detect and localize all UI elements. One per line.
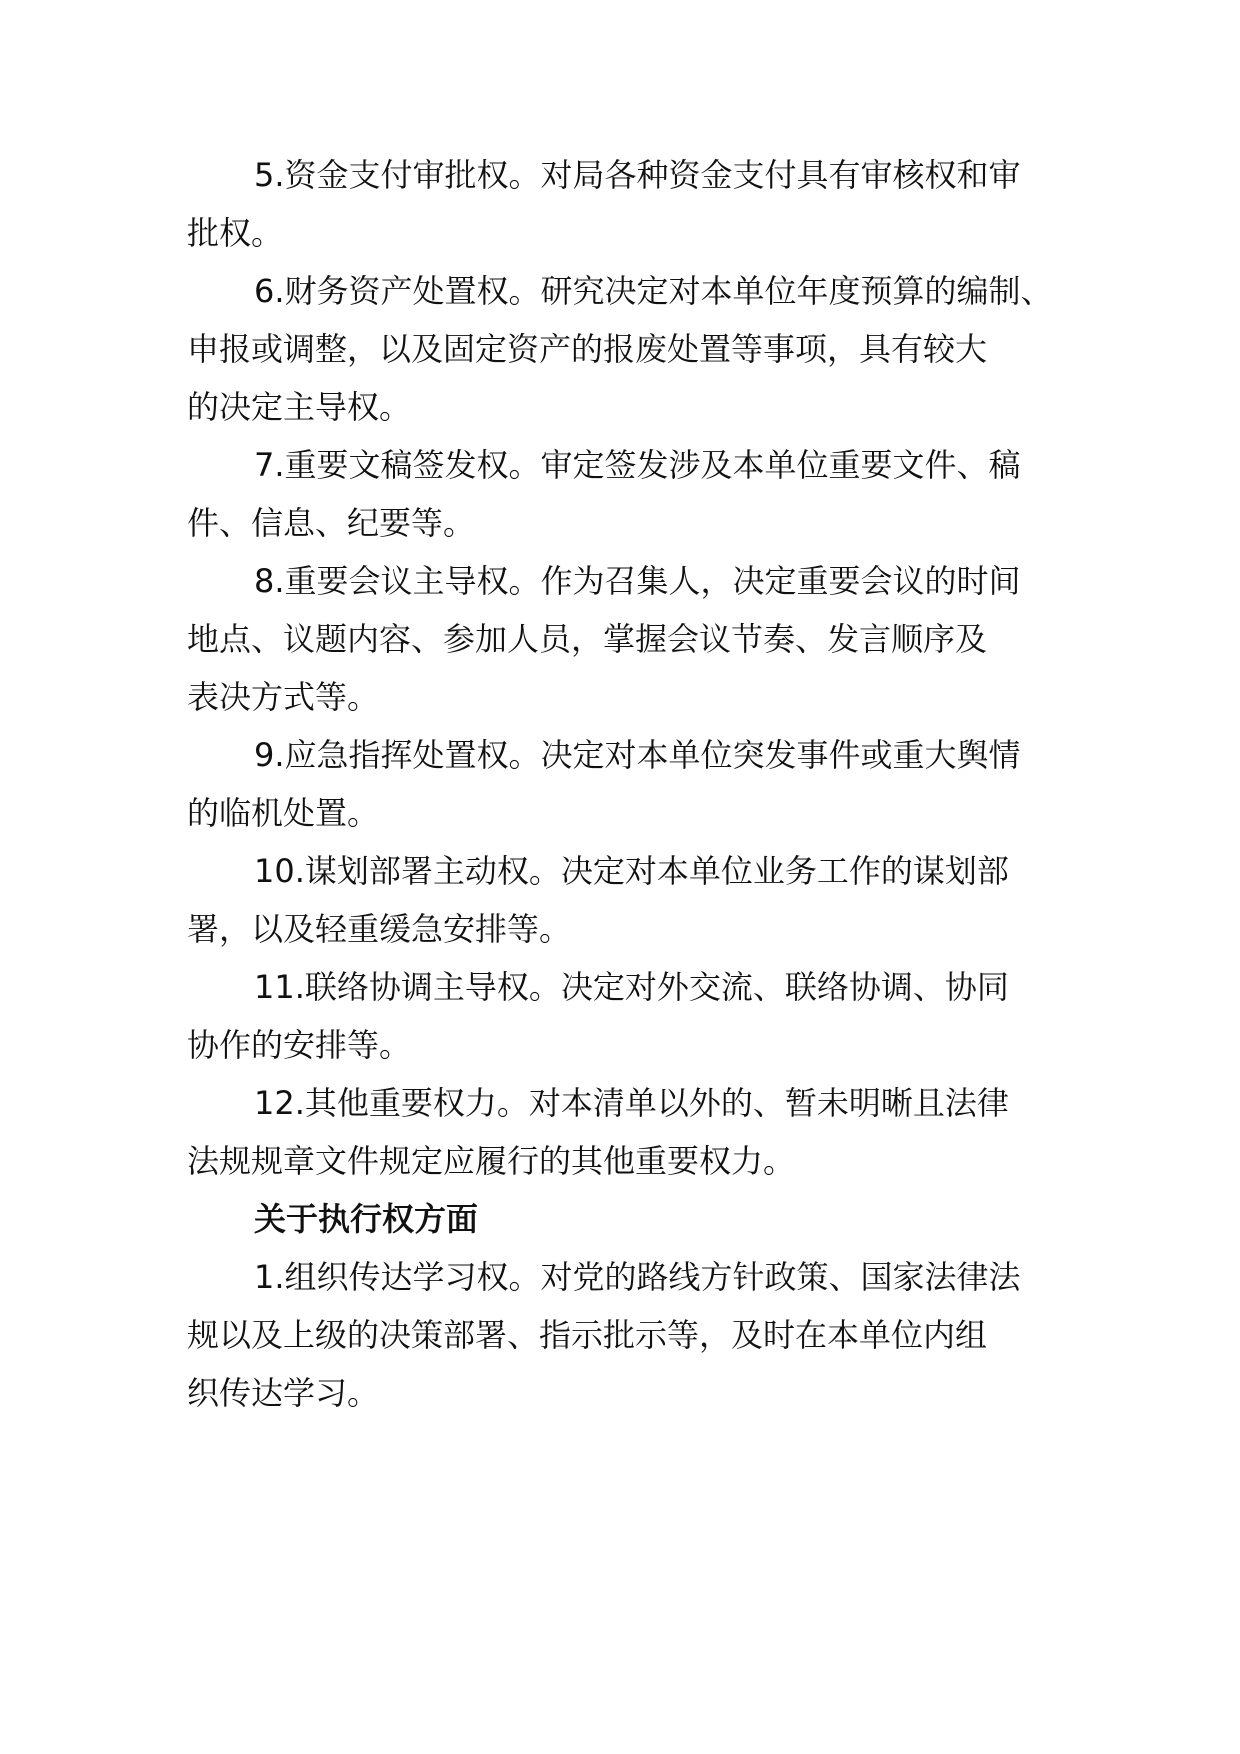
paragraph-line: 法规规章文件规定应履行的其他重要权力。 — [187, 1142, 796, 1180]
paragraph-line: 的决定主导权。 — [187, 388, 412, 426]
paragraph-line: 地点、议题内容、参加人员，掌握会议节奏、发言顺序及 — [187, 620, 988, 658]
paragraph-line: 件、信息、纪要等。 — [187, 504, 476, 542]
paragraph-line: 5.资金支付审批权。对局各种资金支付具有审核权和审 — [254, 156, 1021, 194]
paragraph-line: 署，以及轻重缓急安排等。 — [187, 910, 572, 948]
paragraph-line: 6.财务资产处置权。研究决定对本单位年度预算的编制、 — [254, 272, 1053, 310]
paragraph-line: 申报或调整，以及固定资产的报废处置等事项，具有较大 — [187, 330, 988, 368]
paragraph-line: 1.组织传达学习权。对党的路线方针政策、国家法律法 — [254, 1258, 1021, 1296]
paragraph-line: 11.联络协调主导权。决定对外交流、联络协调、协同 — [254, 968, 1009, 1006]
paragraph-line: 8.重要会议主导权。作为召集人，决定重要会议的时间 — [254, 562, 1021, 600]
paragraph-line: 10.谋划部署主动权。决定对本单位业务工作的谋划部 — [254, 852, 1009, 890]
paragraph-line: 12.其他重要权力。对本清单以外的、暂未明晰且法律 — [254, 1084, 1009, 1122]
paragraph-line: 7.重要文稿签发权。审定签发涉及本单位重要文件、稿 — [254, 446, 1021, 484]
paragraph-line: 的临机处置。 — [187, 794, 380, 832]
section-heading: 关于执行权方面 — [254, 1200, 479, 1238]
paragraph-line: 表决方式等。 — [187, 678, 380, 716]
paragraph-line: 批权。 — [187, 214, 284, 252]
paragraph-line: 9.应急指挥处置权。决定对本单位突发事件或重大舆情 — [254, 736, 1021, 774]
paragraph-line: 协作的安排等。 — [187, 1026, 412, 1064]
paragraph-line: 织传达学习。 — [187, 1374, 380, 1412]
paragraph-line: 规以及上级的决策部署、指示批示等，及时在本单位内组 — [187, 1316, 988, 1354]
